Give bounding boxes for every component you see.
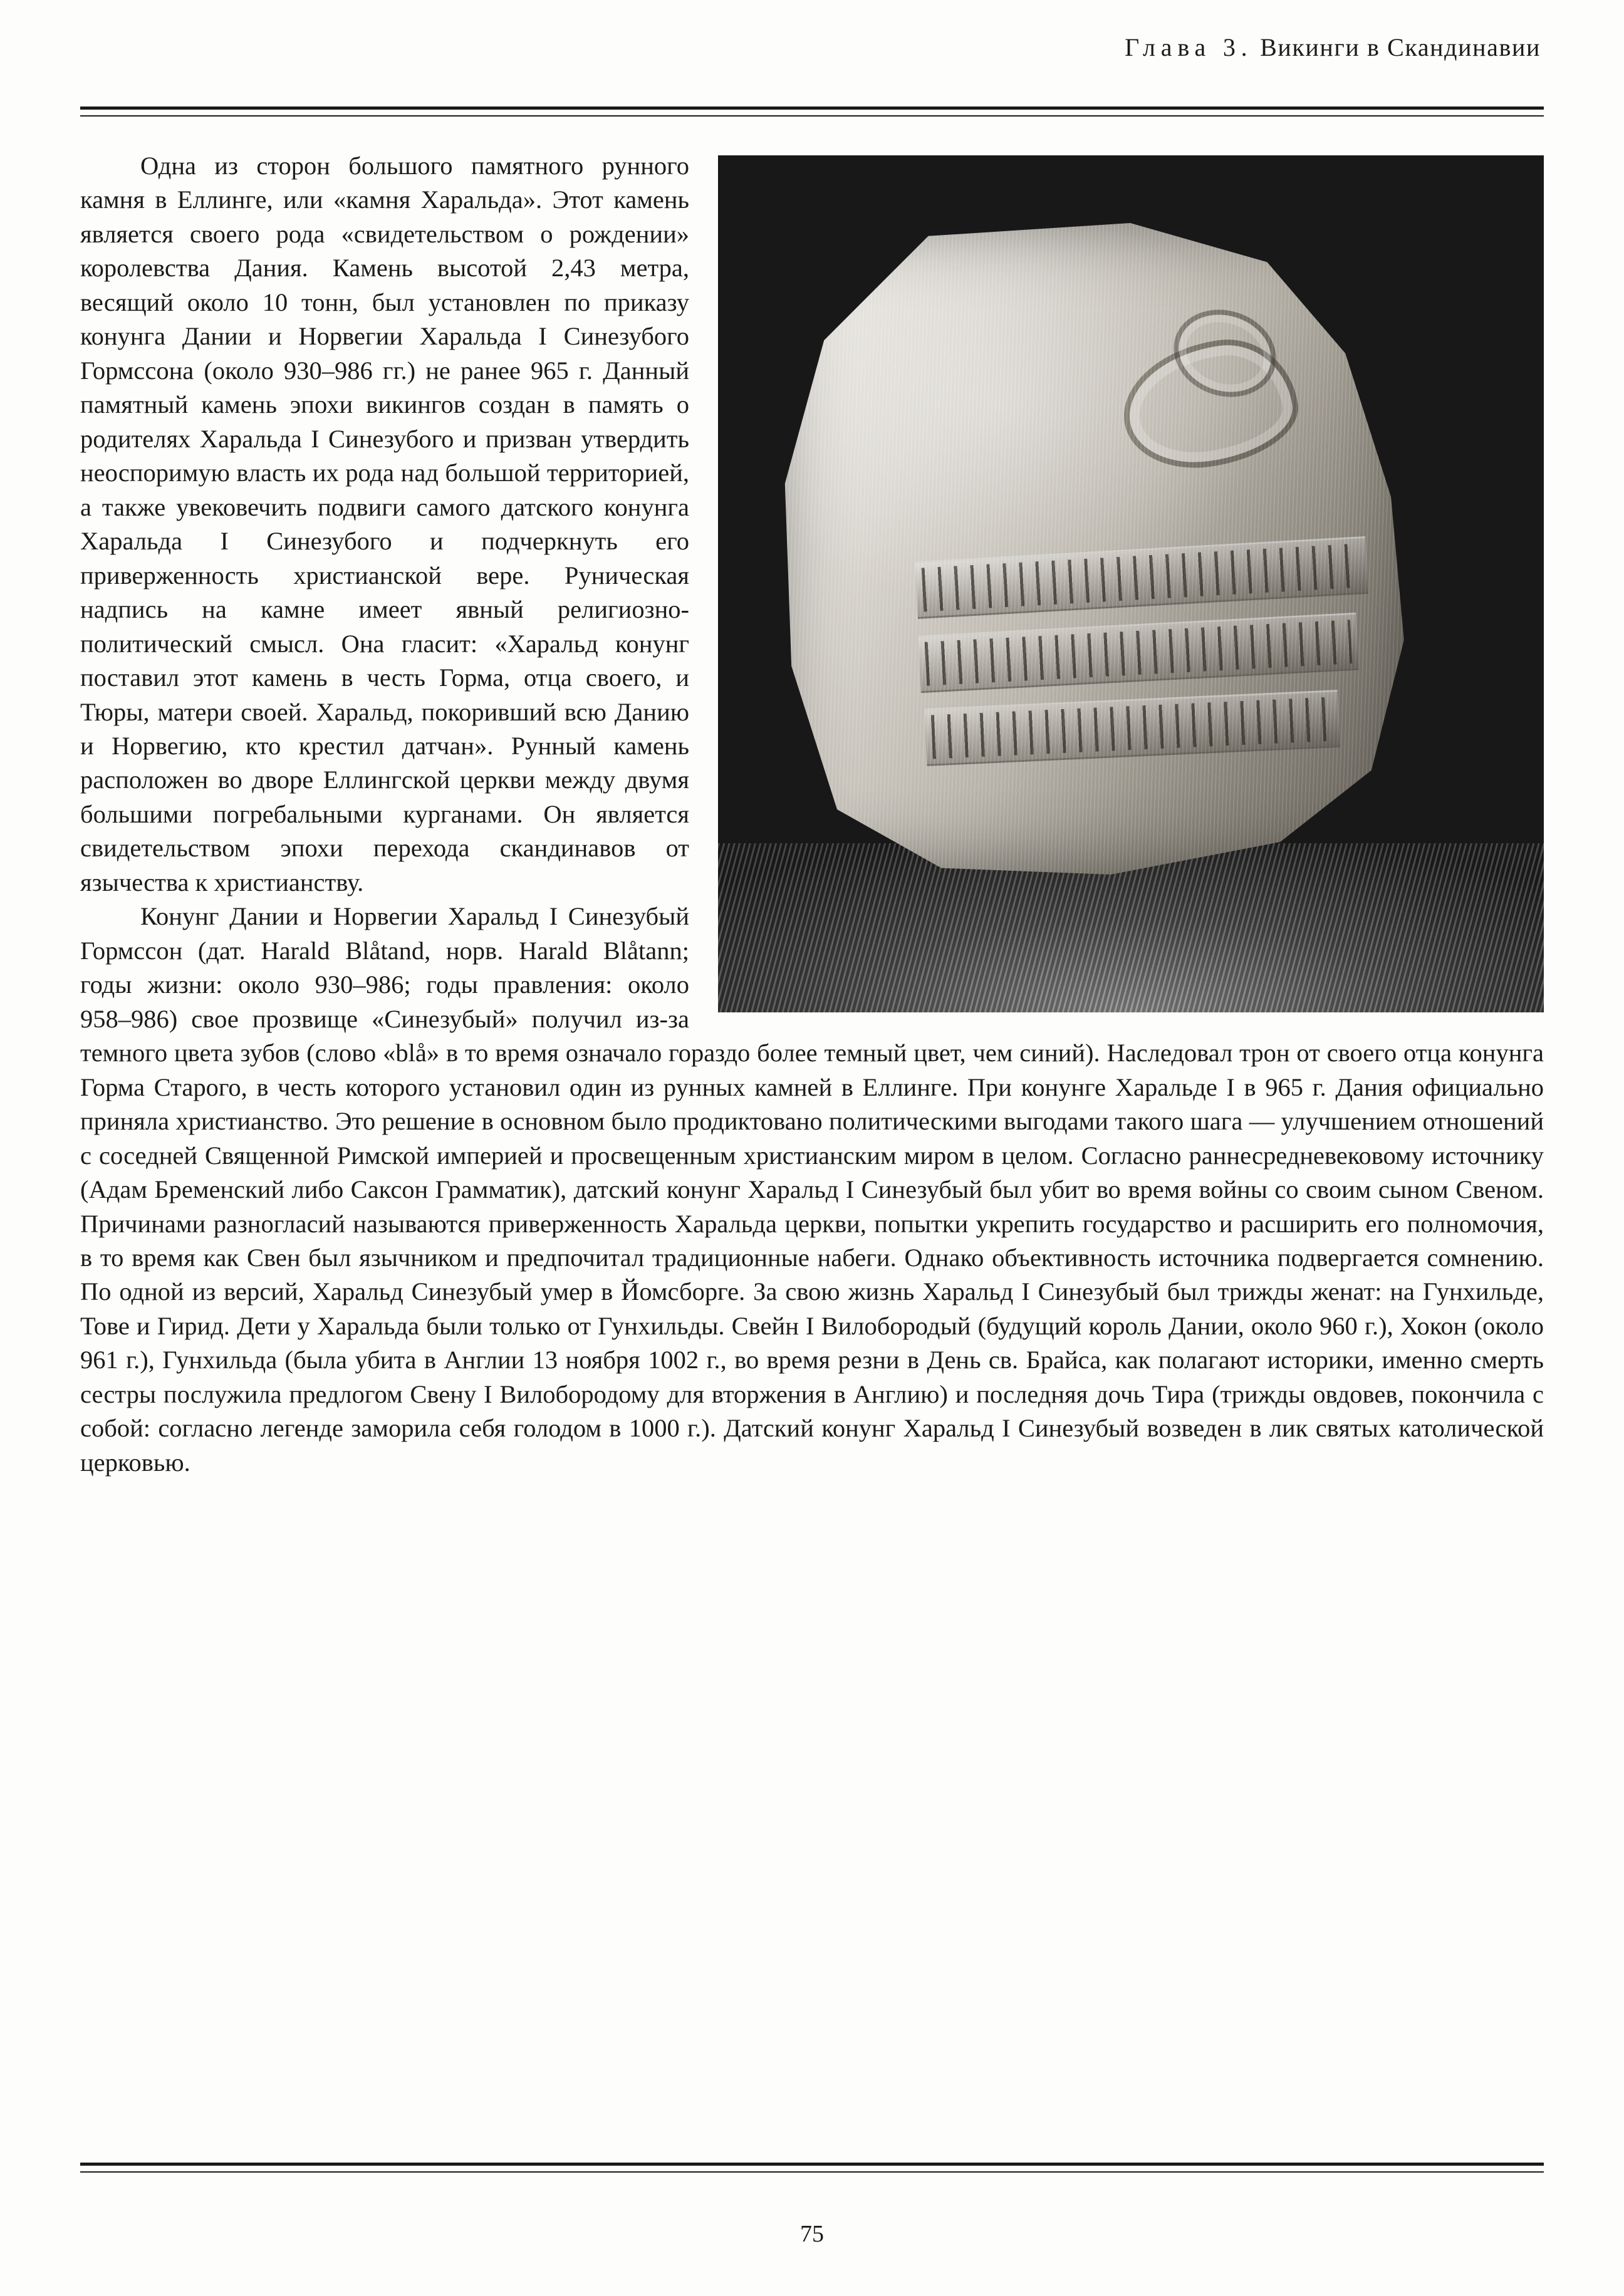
knot-ornament-icon: [1115, 331, 1305, 478]
footer-rule-thick: [80, 2163, 1544, 2166]
body-paragraph-2: Конунг Дании и Норвегии Харальд I Синезубый Гормссон (дат. Harald Blåtand, норв. Harald Blåtann; годы жизни: около 930–986; годы правления: около 958–986) свое прозвище «Синезубый» получил из-за темного цвета зубов (слово «blå» в то время означало гораздо более темный цвет, чем синий). Наследовал трон от своего отца конунга Горма Старого, в честь которого установил один из рунных камней в Еллинге. При конунге Харальде I в 965 г. Дания официально приняла христианство. Это решение в основном было продиктовано политическими выгодами такого шага — улучшением отношений с соседней Священной Римской империей и просвещенным христианским миром в целом. Согласно раннесредневековому источнику (Адам Бременский либо Саксон Грамматик), датский конунг Харальд I Синезубый был убит во время войны со своим сыном Свеном. Причинами разногласий называются приверженность Харальда церкви, попытки укрепить государство и расширить его полномочия, в то время как Свен был язычником и предпочитал традиционные набеги. Однако объективность источника подвергается сомнению. По одной из версий, Харальд Синезубый умер в Йомсборге. За свою жизнь Харальд I Синезубый был трижды женат: на Гунхильде, Тове и Гирид. Дети у Харальда были только от Гунхильды. Свейн I Вилобородый (будущий король Дании, около 960 г.), Хокон (около 961 г.), Гунхильда (была убита в Англии 13 ноября 1002 г., во время резни в День св. Брайса, как полагают историки, именно смерть сестры послужила предлогом Свену I Вилобородому для вторжения в Англию) и последняя дочь Тира (трижды овдовев, покончила с собой: согласно легенде заморила себя голодом в 1000 г.). Датский конунг Харальд I Синезубый возведен в лик святых католической церковью.: [80, 902, 1544, 1477]
header-rule-thin: [80, 115, 1544, 117]
rune-stone-photo: [718, 155, 1544, 1012]
running-head: [1125, 33, 1541, 62]
page-content: [80, 149, 1544, 1480]
running-head-chapter: Глава 3.: [1125, 33, 1253, 61]
rune-line-1: [915, 536, 1368, 619]
knot-ornament-secondary-icon: [1162, 297, 1288, 410]
page-number: 75: [800, 2221, 824, 2247]
body-paragraph-1: Одна из сторон большого памятного рунного камня в Еллинге, или «камня Харальда». Этот камень является своего рода «свидетельством о рождении» королевства Дания. Камень высотой 2,43 метра, весящий около 10 тонн, был установлен по приказу конунга Дании и Норвегии Харальда I Синезубого Гормссона (около 930–986 гг.) не ранее 965 г. Данный памятный камень эпохи викингов создан в память о родителях Харальда I Синезубого и призван утвердить неоспоримую власть их рода над большой территорией, а также увековечить подвиги самого датского конунга Харальда I Синезубого и подчеркнуть его приверженность христианской вере. Руническая надпись на камне имеет явный религиозно-политический смысл. Она гласит: «Харальд конунг поставил этот камень в честь Горма, отца своего, и Тюры, матери своей. Харальд, покоривший всю Данию и Норвегию, кто крестил датчан». Рунный камень расположен во дворе Еллингской церкви между двумя большими погребальными курганами. Он является свидетельством эпохи перехода скандинавов от язычества к христианству.: [80, 152, 689, 896]
footer-rule-thin: [80, 2171, 1544, 2173]
running-head-title: Викинги в Скандинавии: [1260, 33, 1541, 61]
rune-line-3: [924, 690, 1340, 766]
header-rule-thick: [80, 106, 1544, 110]
rune-line-2: [918, 613, 1359, 693]
